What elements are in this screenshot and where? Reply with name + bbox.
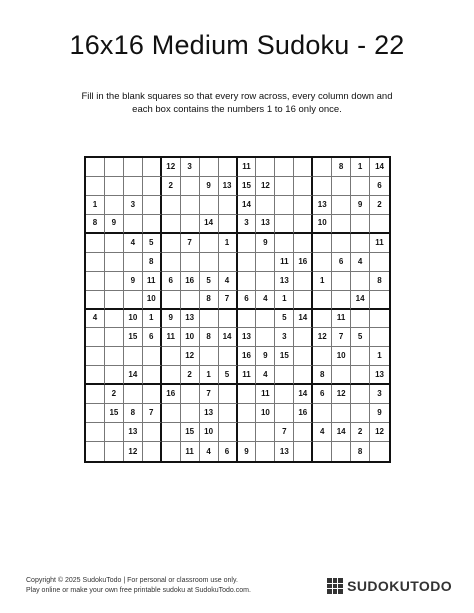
blank-cell[interactable] bbox=[370, 442, 389, 461]
given-cell: 3 bbox=[181, 158, 200, 177]
given-cell: 10 bbox=[181, 328, 200, 347]
blank-cell[interactable] bbox=[313, 404, 332, 423]
given-cell: 6 bbox=[332, 253, 351, 272]
blank-cell[interactable] bbox=[105, 272, 124, 291]
blank-cell[interactable] bbox=[105, 442, 124, 461]
blank-cell[interactable] bbox=[332, 404, 351, 423]
blank-cell[interactable] bbox=[256, 328, 275, 347]
blank-cell[interactable] bbox=[219, 310, 238, 329]
blank-cell[interactable] bbox=[162, 234, 181, 253]
given-cell: 7 bbox=[181, 234, 200, 253]
given-cell: 1 bbox=[86, 196, 105, 215]
blank-cell[interactable] bbox=[105, 253, 124, 272]
given-cell: 5 bbox=[351, 328, 370, 347]
page-title: 16x16 Medium Sudoku - 22 bbox=[69, 30, 405, 60]
given-cell: 7 bbox=[143, 404, 162, 423]
blank-cell[interactable] bbox=[351, 177, 370, 196]
given-cell: 14 bbox=[351, 291, 370, 310]
given-cell: 15 bbox=[105, 404, 124, 423]
blank-cell[interactable] bbox=[162, 347, 181, 366]
given-cell: 1 bbox=[143, 310, 162, 329]
given-cell: 13 bbox=[124, 423, 143, 442]
blank-cell[interactable] bbox=[181, 196, 200, 215]
blank-cell[interactable] bbox=[294, 442, 313, 461]
given-cell: 12 bbox=[313, 328, 332, 347]
given-cell: 16 bbox=[294, 404, 313, 423]
blank-cell[interactable] bbox=[162, 253, 181, 272]
blank-cell[interactable] bbox=[124, 385, 143, 404]
given-cell: 11 bbox=[370, 234, 389, 253]
blank-cell[interactable] bbox=[200, 234, 219, 253]
given-cell: 11 bbox=[275, 253, 294, 272]
blank-cell[interactable] bbox=[86, 366, 105, 385]
given-cell: 5 bbox=[219, 366, 238, 385]
blank-cell[interactable] bbox=[275, 158, 294, 177]
given-cell: 8 bbox=[124, 404, 143, 423]
given-cell: 14 bbox=[370, 158, 389, 177]
blank-cell[interactable] bbox=[86, 404, 105, 423]
blank-cell[interactable] bbox=[256, 253, 275, 272]
blank-cell[interactable] bbox=[313, 310, 332, 329]
given-cell: 7 bbox=[332, 328, 351, 347]
blank-cell[interactable] bbox=[238, 404, 257, 423]
given-cell: 11 bbox=[162, 328, 181, 347]
blank-cell[interactable] bbox=[162, 442, 181, 461]
given-cell: 14 bbox=[200, 215, 219, 234]
blank-cell[interactable] bbox=[181, 291, 200, 310]
given-cell: 6 bbox=[162, 272, 181, 291]
blank-cell[interactable] bbox=[200, 158, 219, 177]
blank-cell[interactable] bbox=[105, 196, 124, 215]
blank-cell[interactable] bbox=[351, 215, 370, 234]
given-cell: 8 bbox=[143, 253, 162, 272]
given-cell: 8 bbox=[200, 328, 219, 347]
given-cell: 1 bbox=[200, 366, 219, 385]
given-cell: 10 bbox=[143, 291, 162, 310]
blank-cell[interactable] bbox=[200, 196, 219, 215]
blank-cell[interactable] bbox=[370, 253, 389, 272]
blank-cell[interactable] bbox=[181, 404, 200, 423]
blank-cell[interactable] bbox=[162, 423, 181, 442]
blank-cell[interactable] bbox=[105, 328, 124, 347]
blank-cell[interactable] bbox=[162, 215, 181, 234]
blank-cell[interactable] bbox=[351, 310, 370, 329]
given-cell: 16 bbox=[238, 347, 257, 366]
footer-link-text: Play online or make your own free printable sudoku at SudokuTodo.com. bbox=[26, 587, 251, 594]
blank-cell[interactable] bbox=[275, 215, 294, 234]
given-cell: 2 bbox=[181, 366, 200, 385]
blank-cell[interactable] bbox=[238, 423, 257, 442]
given-cell: 15 bbox=[238, 177, 257, 196]
blank-cell[interactable] bbox=[105, 291, 124, 310]
blank-cell[interactable] bbox=[143, 158, 162, 177]
given-cell: 16 bbox=[181, 272, 200, 291]
given-cell: 14 bbox=[238, 196, 257, 215]
blank-cell[interactable] bbox=[143, 442, 162, 461]
footer bbox=[26, 576, 251, 596]
blank-cell[interactable] bbox=[313, 158, 332, 177]
given-cell: 4 bbox=[256, 366, 275, 385]
given-cell: 14 bbox=[332, 423, 351, 442]
blank-cell[interactable] bbox=[238, 272, 257, 291]
blank-cell[interactable] bbox=[332, 442, 351, 461]
given-cell: 13 bbox=[275, 272, 294, 291]
given-cell: 2 bbox=[351, 423, 370, 442]
given-cell: 10 bbox=[256, 404, 275, 423]
given-cell: 8 bbox=[351, 442, 370, 461]
blank-cell[interactable] bbox=[256, 310, 275, 329]
given-cell: 2 bbox=[162, 177, 181, 196]
given-cell: 9 bbox=[351, 196, 370, 215]
sudoku-grid bbox=[84, 156, 391, 463]
given-cell: 3 bbox=[275, 328, 294, 347]
given-cell: 9 bbox=[124, 272, 143, 291]
given-cell: 4 bbox=[200, 442, 219, 461]
given-cell: 9 bbox=[256, 347, 275, 366]
given-cell: 13 bbox=[256, 215, 275, 234]
blank-cell[interactable] bbox=[181, 215, 200, 234]
given-cell: 10 bbox=[332, 347, 351, 366]
blank-cell[interactable] bbox=[143, 385, 162, 404]
given-cell: 9 bbox=[256, 234, 275, 253]
blank-cell[interactable] bbox=[105, 310, 124, 329]
blank-cell[interactable] bbox=[86, 423, 105, 442]
blank-cell[interactable] bbox=[219, 347, 238, 366]
given-cell: 6 bbox=[143, 328, 162, 347]
given-cell: 10 bbox=[200, 423, 219, 442]
blank-cell[interactable] bbox=[162, 291, 181, 310]
blank-cell[interactable] bbox=[181, 385, 200, 404]
given-cell: 7 bbox=[200, 385, 219, 404]
sudokutodo-logo bbox=[327, 577, 452, 595]
blank-cell[interactable] bbox=[86, 234, 105, 253]
instructions bbox=[60, 90, 414, 116]
blank-cell[interactable] bbox=[219, 215, 238, 234]
blank-cell[interactable] bbox=[124, 253, 143, 272]
blank-cell[interactable] bbox=[105, 423, 124, 442]
given-cell: 5 bbox=[200, 272, 219, 291]
given-cell: 11 bbox=[332, 310, 351, 329]
blank-cell[interactable] bbox=[143, 215, 162, 234]
blank-cell[interactable] bbox=[143, 196, 162, 215]
given-cell: 2 bbox=[370, 196, 389, 215]
blank-cell[interactable] bbox=[332, 177, 351, 196]
blank-cell[interactable] bbox=[162, 366, 181, 385]
blank-cell[interactable] bbox=[143, 366, 162, 385]
given-cell: 8 bbox=[332, 158, 351, 177]
blank-cell[interactable] bbox=[313, 234, 332, 253]
given-cell: 13 bbox=[275, 442, 294, 461]
blank-cell[interactable] bbox=[332, 196, 351, 215]
given-cell: 5 bbox=[143, 234, 162, 253]
blank-cell[interactable] bbox=[219, 253, 238, 272]
blank-cell[interactable] bbox=[351, 272, 370, 291]
blank-cell[interactable] bbox=[181, 177, 200, 196]
blank-cell[interactable] bbox=[86, 385, 105, 404]
blank-cell[interactable] bbox=[275, 385, 294, 404]
blank-cell[interactable] bbox=[370, 291, 389, 310]
blank-cell[interactable] bbox=[275, 404, 294, 423]
blank-cell[interactable] bbox=[275, 234, 294, 253]
blank-cell[interactable] bbox=[275, 177, 294, 196]
blank-cell[interactable] bbox=[294, 234, 313, 253]
given-cell: 12 bbox=[181, 347, 200, 366]
blank-cell[interactable] bbox=[86, 291, 105, 310]
given-cell: 9 bbox=[200, 177, 219, 196]
given-cell: 4 bbox=[219, 272, 238, 291]
blank-cell[interactable] bbox=[256, 196, 275, 215]
given-cell: 16 bbox=[162, 385, 181, 404]
blank-cell[interactable] bbox=[143, 423, 162, 442]
blank-cell[interactable] bbox=[294, 366, 313, 385]
blank-cell[interactable] bbox=[313, 291, 332, 310]
blank-cell[interactable] bbox=[256, 272, 275, 291]
given-cell: 12 bbox=[370, 423, 389, 442]
footer-copyright: Copyright © 2025 SudokuTodo | For personal or classroom use only. bbox=[26, 577, 238, 584]
blank-cell[interactable] bbox=[351, 366, 370, 385]
given-cell: 11 bbox=[256, 385, 275, 404]
given-cell: 15 bbox=[275, 347, 294, 366]
blank-cell[interactable] bbox=[313, 347, 332, 366]
blank-cell[interactable] bbox=[370, 328, 389, 347]
given-cell: 14 bbox=[294, 310, 313, 329]
blank-cell[interactable] bbox=[86, 328, 105, 347]
given-cell: 12 bbox=[124, 442, 143, 461]
given-cell: 1 bbox=[313, 272, 332, 291]
blank-cell[interactable] bbox=[238, 253, 257, 272]
blank-cell[interactable] bbox=[332, 366, 351, 385]
given-cell: 4 bbox=[124, 234, 143, 253]
given-cell: 13 bbox=[200, 404, 219, 423]
blank-cell[interactable] bbox=[143, 177, 162, 196]
given-cell: 9 bbox=[238, 442, 257, 461]
given-cell: 1 bbox=[351, 158, 370, 177]
blank-cell[interactable] bbox=[238, 310, 257, 329]
given-cell: 5 bbox=[275, 310, 294, 329]
blank-cell[interactable] bbox=[86, 177, 105, 196]
blank-cell[interactable] bbox=[200, 253, 219, 272]
blank-cell[interactable] bbox=[124, 158, 143, 177]
given-cell: 3 bbox=[124, 196, 143, 215]
blank-cell[interactable] bbox=[105, 347, 124, 366]
given-cell: 8 bbox=[86, 215, 105, 234]
given-cell: 13 bbox=[238, 328, 257, 347]
blank-cell[interactable] bbox=[351, 234, 370, 253]
given-cell: 9 bbox=[162, 310, 181, 329]
blank-cell[interactable] bbox=[256, 442, 275, 461]
given-cell: 15 bbox=[124, 328, 143, 347]
blank-cell[interactable] bbox=[200, 310, 219, 329]
blank-cell[interactable] bbox=[313, 177, 332, 196]
blank-cell[interactable] bbox=[86, 347, 105, 366]
given-cell: 3 bbox=[370, 385, 389, 404]
instructions-line-2: each box contains the numbers 1 to 16 only once. bbox=[132, 104, 342, 115]
blank-cell[interactable] bbox=[124, 347, 143, 366]
blank-cell[interactable] bbox=[105, 234, 124, 253]
blank-cell[interactable] bbox=[219, 158, 238, 177]
given-cell: 10 bbox=[124, 310, 143, 329]
blank-cell[interactable] bbox=[294, 215, 313, 234]
given-cell: 6 bbox=[238, 291, 257, 310]
given-cell: 6 bbox=[370, 177, 389, 196]
blank-cell[interactable] bbox=[219, 404, 238, 423]
blank-cell[interactable] bbox=[313, 442, 332, 461]
blank-cell[interactable] bbox=[294, 158, 313, 177]
given-cell: 14 bbox=[294, 385, 313, 404]
given-cell: 16 bbox=[294, 253, 313, 272]
blank-cell[interactable] bbox=[200, 347, 219, 366]
given-cell: 11 bbox=[238, 158, 257, 177]
given-cell: 13 bbox=[181, 310, 200, 329]
given-cell: 6 bbox=[219, 442, 238, 461]
blank-cell[interactable] bbox=[370, 310, 389, 329]
blank-cell[interactable] bbox=[294, 291, 313, 310]
given-cell: 13 bbox=[313, 196, 332, 215]
blank-cell[interactable] bbox=[332, 215, 351, 234]
blank-cell[interactable] bbox=[105, 366, 124, 385]
given-cell: 9 bbox=[370, 404, 389, 423]
blank-cell[interactable] bbox=[370, 215, 389, 234]
given-cell: 11 bbox=[238, 366, 257, 385]
logo-text: SUDOKUTODO bbox=[347, 578, 452, 594]
blank-cell[interactable] bbox=[256, 158, 275, 177]
given-cell: 7 bbox=[219, 291, 238, 310]
given-cell: 4 bbox=[86, 310, 105, 329]
given-cell: 11 bbox=[181, 442, 200, 461]
blank-cell[interactable] bbox=[105, 158, 124, 177]
given-cell: 9 bbox=[105, 215, 124, 234]
given-cell: 4 bbox=[351, 253, 370, 272]
blank-cell[interactable] bbox=[162, 196, 181, 215]
given-cell: 15 bbox=[181, 423, 200, 442]
blank-cell[interactable] bbox=[294, 196, 313, 215]
given-cell: 7 bbox=[275, 423, 294, 442]
given-cell: 13 bbox=[219, 177, 238, 196]
blank-cell[interactable] bbox=[143, 347, 162, 366]
given-cell: 4 bbox=[313, 423, 332, 442]
given-cell: 12 bbox=[256, 177, 275, 196]
blank-cell[interactable] bbox=[86, 253, 105, 272]
blank-cell[interactable] bbox=[124, 291, 143, 310]
blank-cell[interactable] bbox=[294, 423, 313, 442]
blank-cell[interactable] bbox=[275, 196, 294, 215]
given-cell: 12 bbox=[162, 158, 181, 177]
blank-cell[interactable] bbox=[238, 234, 257, 253]
given-cell: 4 bbox=[256, 291, 275, 310]
blank-cell[interactable] bbox=[294, 177, 313, 196]
blank-cell[interactable] bbox=[294, 347, 313, 366]
blank-cell[interactable] bbox=[86, 158, 105, 177]
given-cell: 3 bbox=[238, 215, 257, 234]
given-cell: 1 bbox=[219, 234, 238, 253]
blank-cell[interactable] bbox=[275, 366, 294, 385]
given-cell: 2 bbox=[105, 385, 124, 404]
blank-cell[interactable] bbox=[86, 272, 105, 291]
given-cell: 14 bbox=[124, 366, 143, 385]
given-cell: 8 bbox=[313, 366, 332, 385]
blank-cell[interactable] bbox=[162, 404, 181, 423]
given-cell: 14 bbox=[219, 328, 238, 347]
blank-cell[interactable] bbox=[332, 291, 351, 310]
given-cell: 6 bbox=[313, 385, 332, 404]
blank-cell[interactable] bbox=[219, 423, 238, 442]
blank-cell[interactable] bbox=[86, 442, 105, 461]
blank-cell[interactable] bbox=[313, 253, 332, 272]
given-cell: 8 bbox=[370, 272, 389, 291]
blank-cell[interactable] bbox=[294, 328, 313, 347]
given-cell: 10 bbox=[313, 215, 332, 234]
blank-cell[interactable] bbox=[351, 404, 370, 423]
blank-cell[interactable] bbox=[181, 253, 200, 272]
blank-cell[interactable] bbox=[256, 423, 275, 442]
sudoku-grid-icon bbox=[327, 578, 343, 594]
given-cell: 8 bbox=[200, 291, 219, 310]
blank-cell[interactable] bbox=[332, 234, 351, 253]
blank-cell[interactable] bbox=[294, 272, 313, 291]
given-cell: 12 bbox=[332, 385, 351, 404]
instructions-line-1: Fill in the blank squares so that every row across, every column down and bbox=[81, 91, 393, 102]
blank-cell[interactable] bbox=[332, 272, 351, 291]
blank-cell[interactable] bbox=[124, 177, 143, 196]
blank-cell[interactable] bbox=[105, 177, 124, 196]
given-cell: 13 bbox=[370, 366, 389, 385]
blank-cell[interactable] bbox=[219, 196, 238, 215]
blank-cell[interactable] bbox=[351, 347, 370, 366]
given-cell: 1 bbox=[275, 291, 294, 310]
blank-cell[interactable] bbox=[238, 385, 257, 404]
blank-cell[interactable] bbox=[219, 385, 238, 404]
given-cell: 11 bbox=[143, 272, 162, 291]
blank-cell[interactable] bbox=[351, 385, 370, 404]
blank-cell[interactable] bbox=[124, 215, 143, 234]
given-cell: 1 bbox=[370, 347, 389, 366]
